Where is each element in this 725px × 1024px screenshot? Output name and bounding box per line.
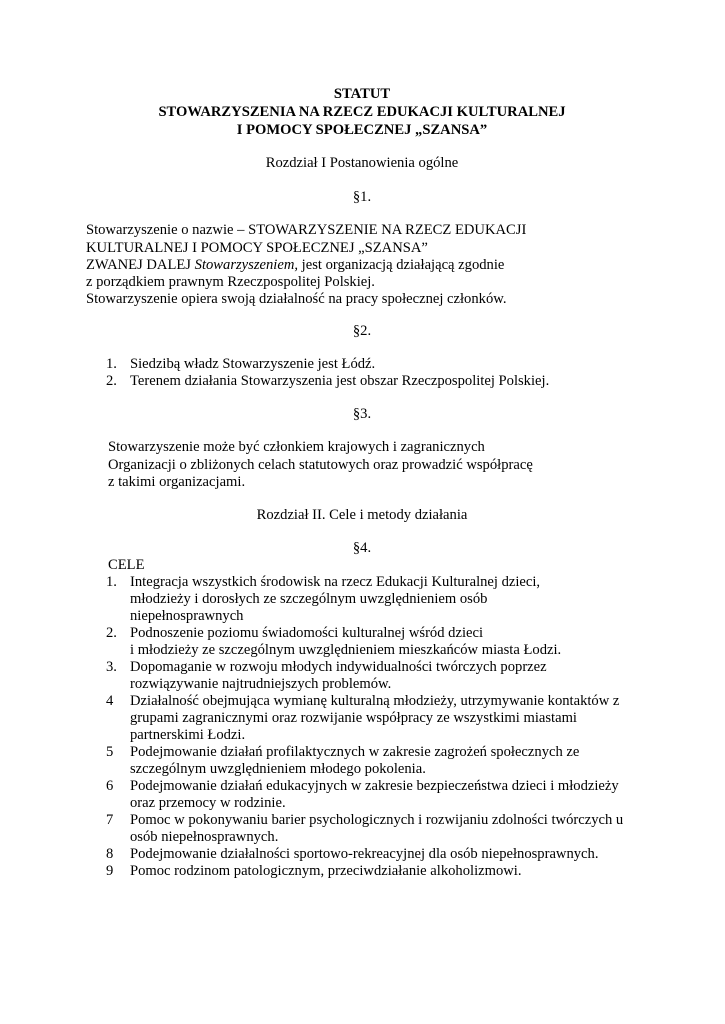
goal-number: 6	[106, 778, 114, 794]
goal-text: Podejmowanie działań profilaktycznych w zakresie zagrożeń społecznych ze	[130, 744, 580, 760]
section-1-line: z porządkiem prawnym Rzeczpospolitej Polskiej.	[86, 274, 375, 290]
chapter2-heading: Rozdział II. Cele i metody działania	[256, 507, 468, 523]
list-item-number: 2.	[106, 373, 117, 389]
goal-text: Podnoszenie poziomu świadomości kulturalnej wśród dzieci	[130, 625, 484, 641]
chapter1-heading: Rozdział I Postanowienia ogólne	[265, 155, 459, 171]
goal-number: 7	[106, 812, 114, 828]
goal-text: Pomoc w pokonywaniu barier psychologicznych i rozwijaniu zdolności twórczych u	[130, 812, 624, 828]
section-1-line	[86, 257, 504, 274]
doc-title-line3: I POMOCY SPOŁECZNEJ „SZANSA”	[236, 122, 488, 138]
goal-text: szczególnym uwzględnieniem młodego pokolenia.	[130, 761, 426, 777]
section-3-heading: §3.	[352, 406, 372, 422]
goal-text: Podejmowanie działalności sportowo-rekreacyjnej dla osób niepełnosprawnych.	[130, 846, 599, 862]
section-1-line: Stowarzyszenie o nazwie – STOWARZYSZENIE NA RZECZ EDUKACJI	[86, 222, 527, 238]
goal-text: Pomoc rodzinom patologicznym, przeciwdziałanie alkoholizmowi.	[130, 863, 522, 879]
goal-text: Podejmowanie działań edukacyjnych w zakresie bezpieczeństwa dzieci i młodzieży	[130, 778, 619, 794]
goal-text: niepełnosprawnych	[130, 608, 244, 624]
goal-number: 5	[106, 744, 114, 760]
goal-text: i młodzieży ze szczególnym uwzględnieniem mieszkańców miasta Łodzi.	[130, 642, 562, 658]
section-3-line: z takimi organizacjami.	[108, 474, 246, 490]
section-1-line3-after: jest organizacją działającą zgodnie	[298, 257, 505, 273]
list-item-text: Terenem działania Stowarzyszenia jest obszar Rzeczpospolitej Polskiej.	[130, 373, 550, 389]
section-4-heading: §4.	[352, 540, 372, 556]
section-1-line: KULTURALNEJ I POMOCY SPOŁECZNEJ „SZANSA”	[86, 240, 428, 256]
goal-text: Dopomaganie w rozwoju młodych indywidualności twórczych poprzez	[130, 659, 547, 675]
goals-label: CELE	[108, 557, 145, 573]
list-item-text: Siedzibą władz Stowarzyszenie jest Łódź.	[130, 356, 376, 372]
section-3-line: Stowarzyszenie może być członkiem krajowych i zagranicznych	[108, 439, 485, 455]
goal-number: 3.	[106, 659, 117, 675]
section-1-heading: §1.	[352, 189, 372, 205]
section-3-line: Organizacji o zbliżonych celach statutowych oraz prowadzić współpracę	[108, 457, 533, 473]
goal-text: osób niepełnosprawnych.	[130, 829, 279, 845]
goal-text: Integracja wszystkich środowisk na rzecz Edukacji Kulturalnej dzieci,	[130, 574, 541, 590]
section-1-line: Stowarzyszenie opiera swoją działalność na pracy społecznej członków.	[86, 291, 507, 307]
goal-number: 8	[106, 846, 114, 862]
section-1-line3-before: ZWANEJ DALEJ	[86, 257, 195, 273]
goal-text: oraz przemocy w rodzinie.	[130, 795, 286, 811]
goal-number: 4	[106, 693, 114, 709]
section-2-heading: §2.	[352, 323, 372, 339]
goal-text: partnerskimi Łodzi.	[130, 727, 246, 743]
goal-text: Działalność obejmująca wymianę kulturalną młodzieży, utrzymywanie kontaktów z	[130, 693, 620, 709]
goal-number: 1.	[106, 574, 117, 590]
doc-title-line2: STOWARZYSZENIA NA RZECZ EDUKACJI KULTURALNEJ	[158, 104, 566, 120]
list-item-number: 1.	[106, 356, 117, 372]
goal-text: młodzieży i dorosłych ze szczególnym uwzględnieniem osób	[130, 591, 488, 607]
doc-title-line1: STATUT	[333, 86, 391, 102]
goal-text: rozwiązywanie najtrudniejszych problemów.	[130, 676, 392, 692]
goal-text: grupami zagranicznymi oraz rozwijanie współpracy ze wszystkimi miastami	[130, 710, 577, 726]
section-1-line3-italic: Stowarzyszeniem,	[194, 257, 299, 273]
goal-number: 9	[106, 863, 114, 879]
goal-number: 2.	[106, 625, 117, 641]
